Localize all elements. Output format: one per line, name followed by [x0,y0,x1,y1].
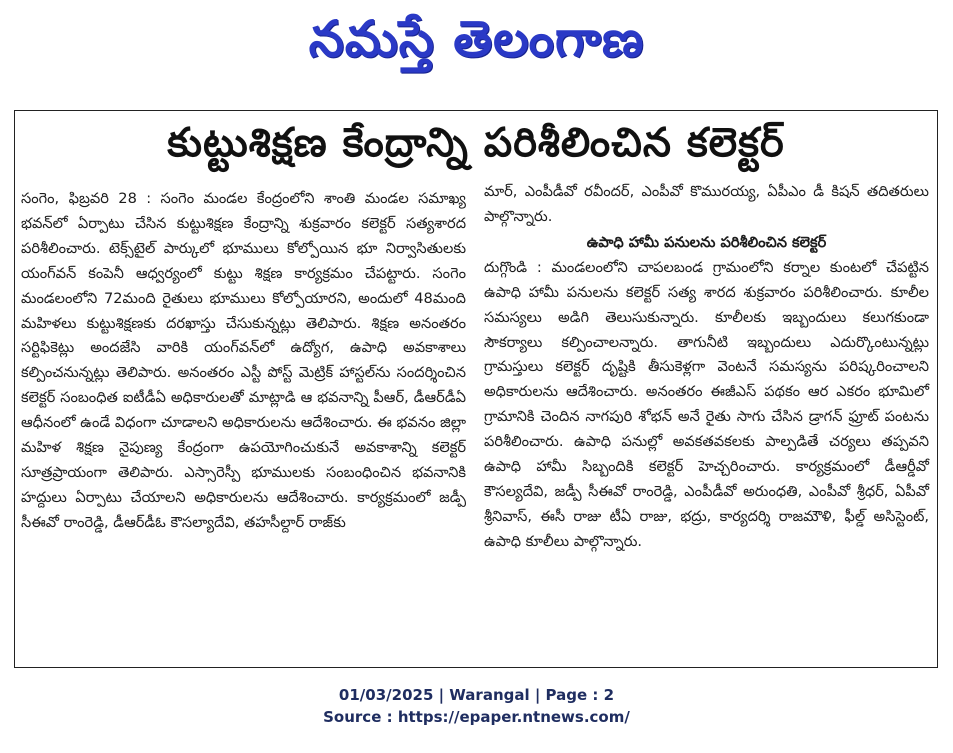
article-right-column [484,180,929,555]
footer-date-edition: 01/03/2025 | Warangal | Page : 2 [338,686,615,704]
article-headline: కుట్టుశిక్షణ కేంద్రాన్ని పరిశీలించిన కలెక్టర్ [167,120,785,166]
newspaper-logo: నమస్తే తెలంగాణ [308,10,645,68]
article-subheading: ఉపాధి హామీ పనులను పరిశీలించిన కలెక్టర్ [586,233,827,251]
article-left-column [21,187,466,536]
footer [0,684,953,728]
footer-source: Source : https://epaper.ntnews.com/ [323,708,630,726]
article-paragraph-continued: మార్, ఎంపీడీవో రవీందర్, ఎంపీవో కొమురయ్య, ఏపీఎం డీ కిషన్ తదితరులు పాల్గొన్నారు. [484,183,929,225]
masthead [0,6,953,72]
article-clipping [14,110,938,668]
article-paragraph-second: దుగ్గొండి : మండలంలోని చాపలబండ గ్రామంలోని కర్నాల కుంటలో చేపట్టిన ఉపాధి హామీ పనులను కలెక్టర్ సత్య శారద శుక్రవారం పరిశీలించారు. కూలీల సమస్యలు అడిగి తెలుసుకున్నారు. కూలీలకు ఇబ్బందులు కలుగకుండా సౌకర్యాలు కల్పించాలన్నారు. తాగునీటి ఇబ్బందులు ఎదుర్కొంటున్నట్లు గ్రామస్తులు కలెక్టర్ దృష్టికి తీసుకెళ్లగా వెంటనే సమస్యను పరిష్కరించాలని అధికారులను ఆదేశించారు. అనంతరం ఈజీఎస్ పథకం ఆర ఎకరం భూమిలో గ్రామానికి చెందిన నాగపురి శోభన్ అనే రైతు సాగు చేసిన డ్రాగన్ ఫ్రూట్ పంటను పరిశీలించారు. ఉపాధి పనుల్లో అవకతవకలకు పాల్పడితే చర్యలు తప్పవని ఉపాధి హామీ సిబ్బందికి కలెక్టర్ హెచ్చరించారు. కార్యక్రమంలో డీఆర్డీవో కౌసల్యదేవి, జడ్పీ సీఈవో రాంరెడ్డి, ఎంపీడీవో అరుంధతి, ఎంపీవో శ్రీధర్, ఏపీవో శ్రీనివాస్, ఈసీ రాజు టీఏ రాజు, భద్రు, కార్యదర్శి రాజమౌళి, ఫీల్డ్ అసిస్టెంట్, ఉపాధి కూలీలు పాల్గొన్నారు. [484,258,929,550]
article-paragraph: సంగెం, ఫిబ్రవరి 28 : సంగెం మండల కేంద్రంలోని శాంతి మండల సమాఖ్య భవన్‌లో ఏర్పాటు చేసిన కుట్టుశిక్షణ కేంద్రాన్ని శుక్రవారం కలెక్టర్ సత్యశారద పరిశీలించారు. టెక్స్‌టైల్ పార్కులో భూములు కోల్పోయిన భూ నిర్వాసితులకు యంగ్‌వన్ కంపెనీ ఆధ్వర్యంలో కుట్టు శిక్షణ కార్యక్రమం చేపట్టారు. సంగెం మండలంలోని 72మంది రైతులు భూములు కోల్పోయారని, అందులో 48మంది మహిళలు కుట్టుశిక్షణకు దరఖాస్తు చేసుకున్నట్లు తెలిపారు. శిక్షణ అనంతరం సర్టిఫికెట్లు అందజేసి వారికి యంగ్‌వన్‌లో ఉద్యోగ, ఉపాధి అవకాశాలు కల్పించనున్నట్లు తెలిపారు. అనంతరం ఎస్టీ పోస్ట్ మెట్రిక్ హాస్టల్‌ను సందర్శించిన కలెక్టర్ సంబంధిత ఐటీడీఏ అధికారులతో మాట్లాడి ఆ భవనాన్ని పీఆర్, డీఆర్‌డీఏ ఆధీనంలో ఉండే విధంగా చూడాలని అధికారులను ఆదేశించారు. ఈ భవనం జిల్లా మహిళ శిక్షణ నైపుణ్య కేంద్రంగా ఉపయోగించుకునే అవకాశాన్ని కలెక్టర్ సూత్రప్రాయంగా తెలిపారు. ఎస్సారెస్పీ భూములకు సంబంధించిన భవనానికి హద్దులు ఏర్పాటు చేయాలని అధికారులను ఆదేశించారు. కార్యక్రమంలో జడ్పీ సీఈవో రాంరెడ్డి, డీఆర్‌డీఓ కౌసల్యాదేవి, తహసీల్దార్ రాజ్‌కు [21,190,466,531]
